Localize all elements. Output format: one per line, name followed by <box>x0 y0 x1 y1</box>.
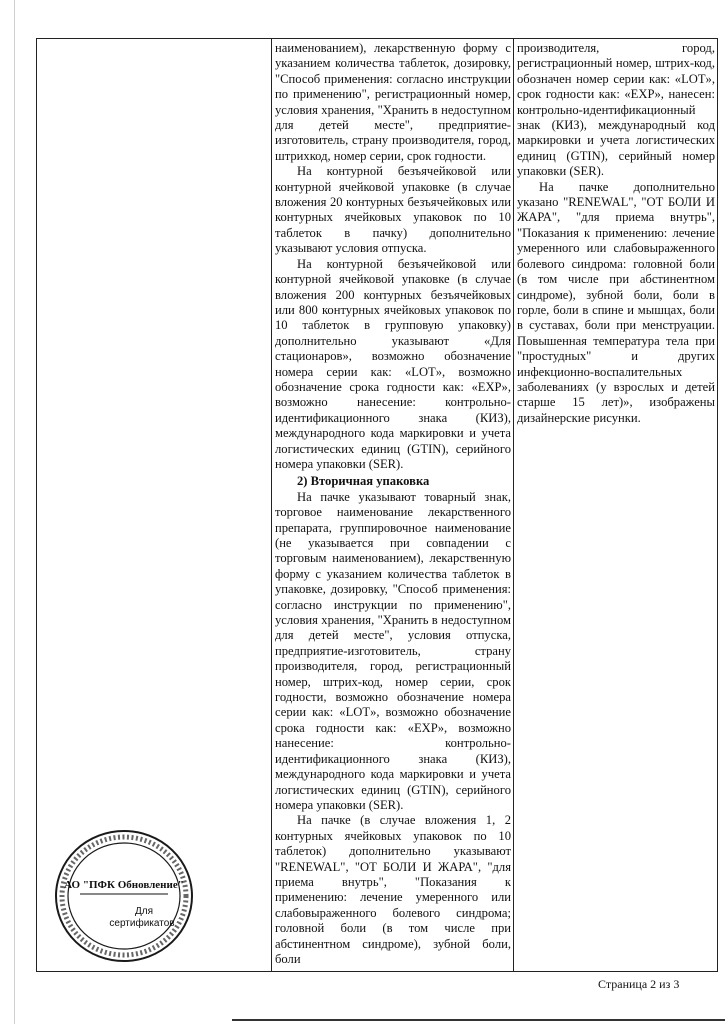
seal-purpose-line-1: Для <box>134 906 154 917</box>
right-paragraph-2: На пачке дополнительно указано "RENEWAL", "ОТ БОЛИ И ЖАРА", "для приема внутрь", "Показания к применению: лечение умеренного или слабовыраженного болевого синдрома: головной боли (в том числе при абстинентном синдроме), зубной боли, боли в горле, боли в спине и мышцах, боли в суставах, боли при менструации. Повышенная температура тела при "простудных" и других инфекционно-воспалительных заболеваниях (у взрослых и детей старше 15 лет)», изображены дизайнерские рисунки. <box>517 179 715 425</box>
middle-paragraph-1: наименованием), лекарственную форму с указанием количества таблеток, дозировку, "Способ применения: согласно инструкции по применению", регистрационный номер, условия хранения, "Хранить в недоступном для детей месте", предприятие-изготовитель, страну производителя, город, штрихкод, номер серии, срок годности. <box>275 41 511 163</box>
bottom-scan-line <box>232 1019 725 1021</box>
right-paragraph-1: производителя, город, регистрационный номер, штрих-код, обозначен номер серии как: «LOT», срок годности как: «EXP», нанесен: контрольно-идентификационный знак (КИЗ), международный код маркировки и учета логистических единиц (GTIN), серийный номер упаковки (SER). <box>517 41 715 179</box>
column-divider-left <box>271 39 272 971</box>
seal-purpose-line-2: сертификатов <box>109 918 175 929</box>
middle-paragraph-2: На контурной безъячейковой или контурной ячейковой упаковке (в случае вложения 20 контурных безъячейковых или контурных ячейковых упаковок по 10 таблеток в пачку) дополнительно указывают условия отпуска. <box>275 164 511 256</box>
company-seal-stamp <box>52 826 202 968</box>
middle-paragraph-4: На пачке указывают товарный знак, торговое наименование лекарственного препарата, группировочное наименование (не указывается при совпадении с торговым наименованием), лекарственную форму с указанием количества таблеток в упаковке, дозировку, "Способ применения: согласно инструкции по применению", условия хранения, "Хранить в недоступном для детей месте", условия отпуска, предприятие-изготовитель, страну производителя, город, регистрационный номер, штрих-код, номер серии, срок годности, возможно обозначение номера серии как: «LOT», возможно обозначение срока годности как: «EXP», возможно нанесение: контрольно-идентификационного знака (КИЗ), международного кода маркировки и учета логистических единиц (GTIN), серийного номера упаковки (SER). <box>275 489 511 812</box>
middle-column <box>275 41 511 969</box>
right-column <box>517 41 715 501</box>
middle-paragraph-5: На пачке (в случае вложения 1, 2 контурных ячейковых упаковок по 10 таблеток) дополнительно указывают "RENEWAL", "ОТ БОЛИ И ЖАРА", "для приема внутрь", "Показания к применению: лечение умеренного или слабовыраженного болевого синдрома; головной боли (в том числе при абстинентном синдроме), зубной боли, боли <box>275 813 511 966</box>
section-heading-secondary-packaging: 2) Вторичная упаковка <box>297 474 430 489</box>
column-divider-right <box>513 39 514 971</box>
middle-paragraph-3: На контурной безъячейковой или контурной ячейковой упаковке (в случае вложения 200 контурных безъячейковых или 800 контурных ячейковых упаковок по 10 таблеток в групповую упаковку) дополнительно указывают «Для стационаров», возможно обозначение номера серии как: «LOT», возможно обозначение срока годности как: «EXP», возможно нанесение: контрольно-идентификационного знака (КИЗ), международного кода маркировки и учета логистических единиц (GTIN), серийного номера упаковки (SER). <box>275 256 511 471</box>
page-number: Страница 2 из 3 <box>598 977 680 991</box>
page-edge-line <box>14 0 15 1024</box>
seal-outer-ring <box>56 831 192 961</box>
seal-ring-lettering <box>62 837 186 955</box>
seal-org-name: АО "ПФК Обновление" <box>64 879 184 891</box>
seal-inner-ring <box>68 843 180 949</box>
